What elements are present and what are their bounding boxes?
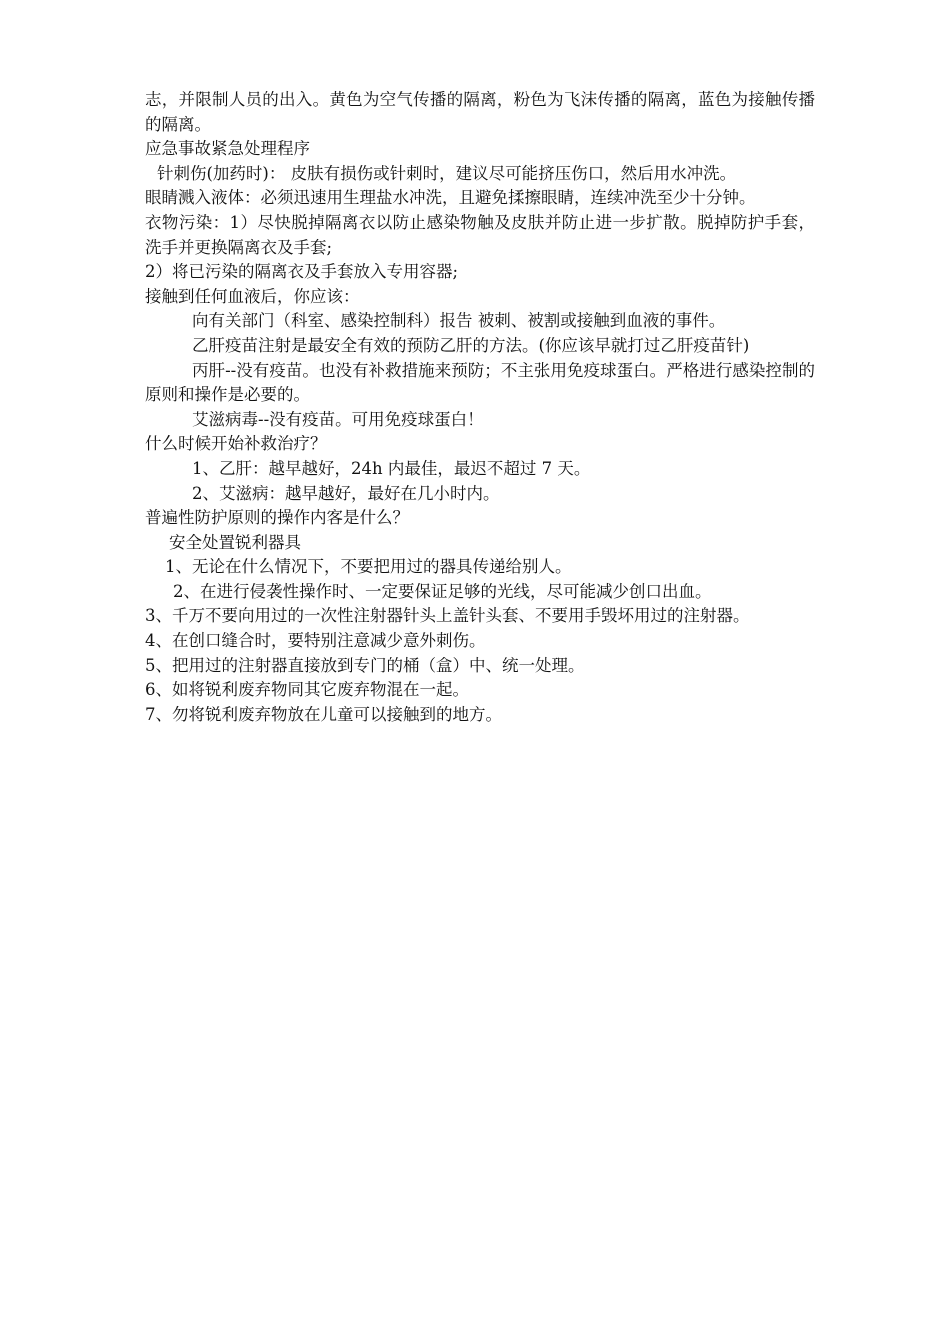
paragraph-blood-contact: 接触到任何血液后，你应该： bbox=[145, 286, 360, 306]
list-item-hepatitis-b: 1、乙肝：越早越好，24h 内最佳，最迟不超过 7 天。 bbox=[192, 458, 591, 478]
heading-emergency-procedure: 应急事故紧急处理程序 bbox=[145, 139, 310, 159]
paragraph-clothing-contamination: 衣物污染：1）尽快脱掉隔离衣以防止感染物触及皮肤并防止进一步扩散。脱掉防护手套，洗手并更换隔离衣及手套; bbox=[145, 212, 815, 257]
paragraph-contaminated-container: 2）将已污染的隔离衣及手套放入专用容器; bbox=[145, 262, 459, 282]
list-item-sharps-4: 4、在创口缝合时，要特别注意减少意外刺伤。 bbox=[145, 631, 486, 651]
list-item-sharps-2: 2、在进行侵袭性操作时、一定要保证足够的光线，尽可能减少创口出血。 bbox=[173, 581, 712, 601]
list-item-sharps-3: 3、千万不要向用过的一次性注射器针头上盖针头套、不要用手毁坏用过的注射器。 bbox=[145, 606, 750, 626]
document-body bbox=[145, 88, 815, 727]
heading-remedial-treatment: 什么时候开始补救治疗？ bbox=[145, 434, 327, 454]
paragraph-eye-splash: 眼睛溅入液体：必须迅速用生理盐水冲洗，且避免揉擦眼睛，连续冲洗至少十分钟。 bbox=[145, 188, 756, 208]
heading-sharps-disposal: 安全处置锐利器具 bbox=[169, 532, 301, 552]
paragraph-needlestick: 针刺伤(加药时)： 皮肤有损伤或针刺时，建议尽可能挤压伤口，然后用水冲洗。 bbox=[157, 163, 737, 183]
heading-universal-precautions: 普遍性防护原则的操作内客是什么？ bbox=[145, 508, 409, 528]
paragraph-isolation-colors: 志，并限制人员的出入。黄色为空气传播的隔离，粉色为飞沫传播的隔离，蓝色为接触传播的隔离。 bbox=[145, 90, 815, 134]
paragraph-hepatitis-c: 丙肝--没有疫苗。也没有补救措施来预防；不主张用免疫球蛋白。严格进行感染控制的原则和操作是必要的。 bbox=[145, 360, 815, 405]
paragraph-report: 向有关部门（科室、感染控制科）报告 被刺、被割或接触到血液的事件。 bbox=[192, 311, 726, 331]
list-item-sharps-5: 5、把用过的注射器直接放到专门的桶（盒）中、统一处理。 bbox=[145, 655, 585, 675]
paragraph-hiv: 艾滋病毒--没有疫苗。可用免疫球蛋白！ bbox=[192, 409, 484, 429]
list-item-sharps-7: 7、勿将锐利废弃物放在儿童可以接触到的地方。 bbox=[145, 704, 502, 724]
list-item-aids: 2、艾滋病：越早越好，最好在几小时内。 bbox=[192, 483, 500, 503]
list-item-sharps-1: 1、无论在什么情况下，不要把用过的器具传递给别人。 bbox=[165, 557, 572, 577]
paragraph-hepatitis-b-vaccine: 乙肝疫苗注射是最安全有效的预防乙肝的方法。(你应该早就打过乙肝疫苗针) bbox=[192, 335, 750, 355]
list-item-sharps-6: 6、如将锐利废弃物同其它废弃物混在一起。 bbox=[145, 680, 469, 700]
